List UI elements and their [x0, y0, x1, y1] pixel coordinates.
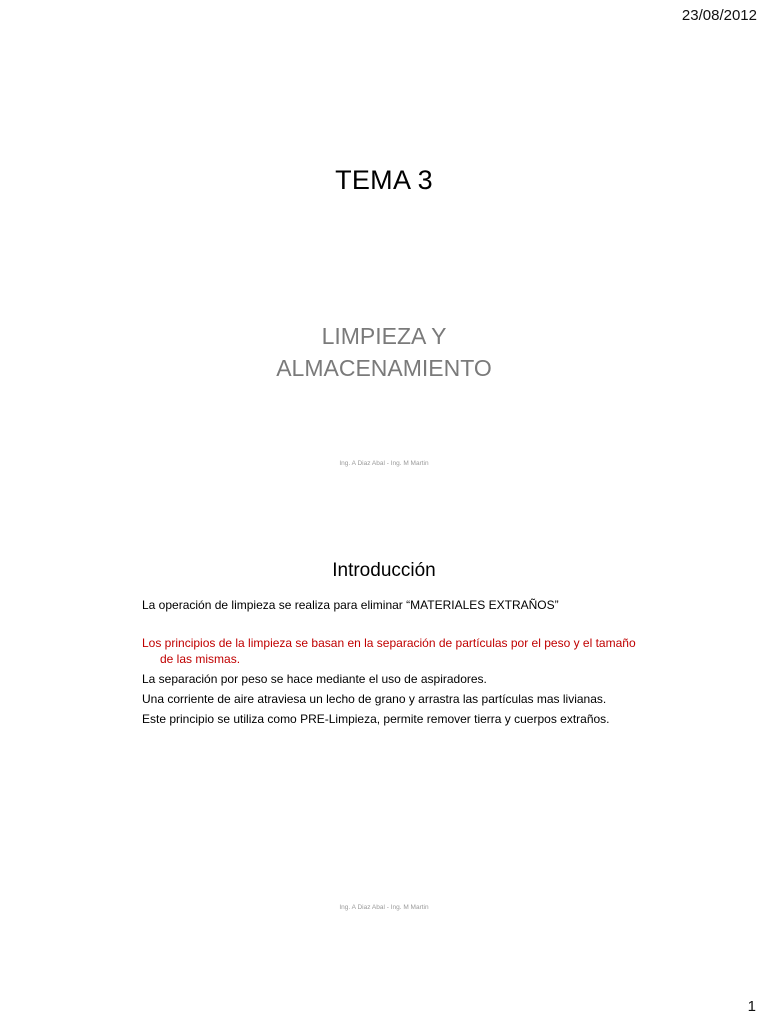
bullet-list [142, 597, 642, 731]
slide-heading: Introducción [332, 560, 436, 581]
slide-subtitle [0, 320, 768, 384]
bullet-item: Una corriente de aire atraviesa un lecho de grano y arrastra las partículas mas livianas. [142, 692, 607, 706]
slide-footer-authors: Ing. A Diaz Abal - Ing. M Martin [339, 904, 429, 911]
bullet-item: La separación por peso se hace mediante el uso de aspiradores. [142, 672, 487, 686]
print-date: 23/08/2012 [681, 7, 757, 24]
slide-introduccion [0, 530, 768, 920]
subtitle-line-2: ALMACENAMIENTO [276, 355, 492, 381]
page-number: 1 [747, 998, 756, 1015]
slide-title [0, 40, 768, 480]
bullet-item-highlight: Los principios de la limpieza se basan en la separación de partículas por el peso y el tamaño de las mismas. [142, 635, 636, 666]
bullet-item: Este principio se utiliza como PRE-Limpieza, permite remover tierra y cuerpos extraños. [142, 712, 610, 726]
slide-footer-authors: Ing. A Diaz Abal - Ing. M Martin [339, 460, 429, 467]
bullet-item: La operación de limpieza se realiza para eliminar “MATERIALES EXTRAÑOS” [142, 598, 559, 612]
slide-title-heading: TEMA 3 [335, 165, 433, 195]
subtitle-line-1: LIMPIEZA Y [321, 323, 447, 349]
